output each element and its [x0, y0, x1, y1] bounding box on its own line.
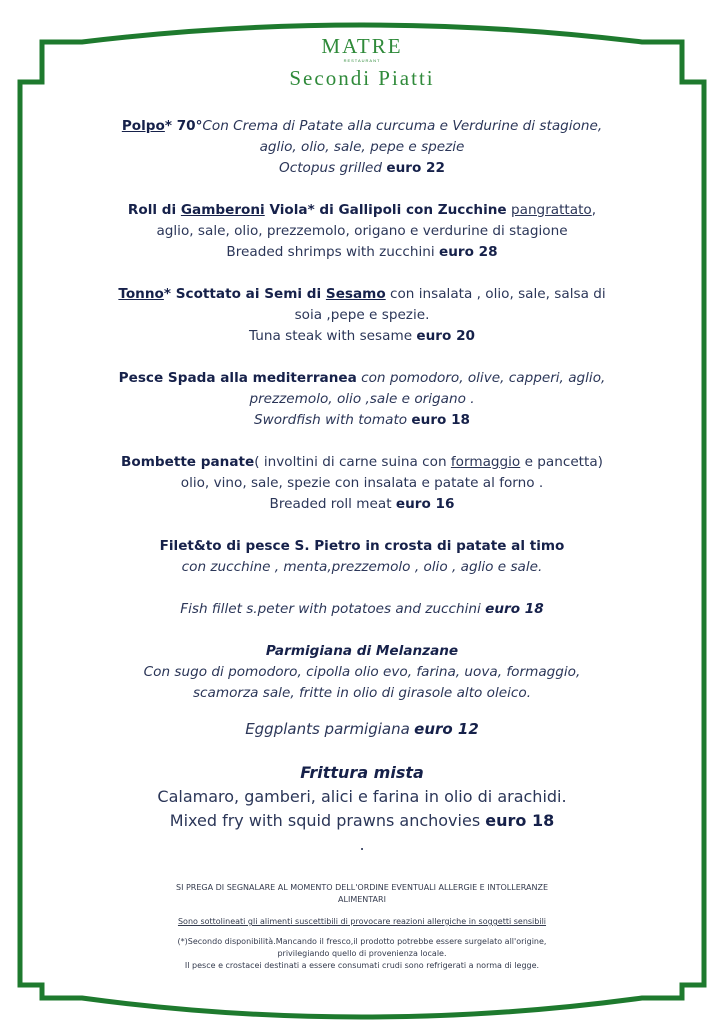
- page-title: Secondi Piatti: [289, 66, 435, 90]
- dish-english: Octopus grilled: [279, 160, 383, 176]
- dish-name: Polpo: [121, 118, 165, 134]
- dish-english: Breaded shrimps with zucchini: [226, 244, 435, 260]
- allergy-notice: SI PREGA DI SEGNALARE AL MOMENTO DELL'ORDINE EVENTUALI ALLERGIE E INTOLLERANZE ALIMENTARI: [176, 883, 548, 904]
- raw-fish-notice: Il pesce e crostacei destinati a essere consumati crudi sono refrigerati a norma di legge.: [184, 961, 540, 970]
- restaurant-logo-tagline: RESTAURANT: [343, 58, 381, 63]
- dish-pesce-spada: [110, 368, 614, 431]
- dish-name-allergen: Sesamo: [325, 286, 386, 302]
- dish-description: con zucchine , menta,prezzemolo , olio , aglio e sale.: [181, 559, 543, 575]
- dish-english: Fish fillet s.peter with potatoes and zucchini: [180, 601, 481, 617]
- dish-name: Frittura mista: [300, 763, 424, 782]
- dish-name: Roll di: [127, 202, 181, 218]
- dish-price: euro 18: [411, 412, 471, 428]
- menu-list: [110, 116, 614, 857]
- dish-english: Tuna steak with sesame: [249, 328, 413, 344]
- dish-tonno: [110, 284, 614, 347]
- frozen-notice: (*)Secondo disponibilità.Mancando il fresco,il prodotto potrebbe essere surgelato all'origine, privilegiando quello di provenienza locale.: [177, 937, 547, 958]
- dish-description: con insalata , olio, sale, salsa di soia ,pepe e spezie.: [294, 286, 606, 323]
- dish-price: euro 18: [485, 811, 555, 830]
- dish-english: Swordfish with tomato: [253, 412, 408, 428]
- dish-description: Calamaro, gamberi, alici e farina in olio di arachidi.: [157, 787, 567, 806]
- dish-name: Tonno: [118, 286, 164, 302]
- underline-notice: Sono sottolineati gli alimenti suscettibili di provocare reazioni allergiche in soggetti sensibili: [177, 917, 547, 926]
- restaurant-logo: MATRE: [321, 34, 403, 58]
- dish-price: euro 16: [395, 496, 455, 512]
- dish-price: euro 28: [438, 244, 498, 260]
- dish-english: Eggplants parmigiana: [245, 720, 410, 738]
- dish-frittura: [110, 761, 614, 857]
- dish-polpo: [110, 116, 614, 179]
- dish-name: Parmigiana di Melanzane: [265, 643, 459, 659]
- dish-description: con pomodoro, olive, capperi, aglio, prezzemolo, olio ,sale e origano .: [249, 370, 606, 407]
- dish-name-rest: * Scottato ai Semi di: [163, 286, 326, 302]
- dish-english: Breaded roll meat: [269, 496, 392, 512]
- dish-price: euro 12: [414, 720, 479, 738]
- dish-name-rest: Viola* di Gallipoli con Zucchine: [264, 202, 507, 218]
- dish-description-rest: e pancetta) olio, vino, sale, spezie con insalata e patate al forno .: [180, 454, 603, 491]
- dish-filetto: [110, 536, 614, 620]
- dish-price: euro 22: [386, 160, 445, 176]
- dish-name-allergen: Gamberoni: [180, 202, 265, 218]
- dish-bombette: [110, 452, 614, 515]
- dish-english: Mixed fry with squid prawns anchovies: [169, 811, 481, 830]
- dish-roll-gamberoni: [110, 200, 614, 263]
- dish-description: , aglio, sale, olio, prezzemolo, origano e verdurine di stagione: [156, 202, 597, 239]
- dish-allergen: formaggio: [450, 454, 521, 470]
- dish-name: Filet&to di pesce S. Pietro in crosta di patate al timo: [159, 538, 565, 554]
- dish-trailing-dot: .: [359, 835, 365, 854]
- dish-parmigiana: [110, 641, 614, 741]
- dish-price: euro 18: [485, 601, 544, 617]
- dish-description: Con sugo di pomodoro, cipolla olio evo, farina, uova, formaggio, scamorza sale, fritte in olio di girasole alto oleico.: [143, 664, 581, 701]
- dish-name: Bombette panate: [121, 454, 255, 470]
- dish-allergen: pangrattato: [510, 202, 592, 218]
- dish-price: euro 20: [416, 328, 475, 344]
- dish-description: ( involtini di carne suina con: [254, 454, 451, 470]
- dish-mark: * 70°: [164, 118, 203, 134]
- dish-name: Pesce Spada alla mediterranea: [118, 370, 357, 386]
- menu-footer: [170, 882, 554, 972]
- dish-description: Con Crema di Patate alla curcuma e Verdurine di stagione, aglio, olio, sale, pepe e spezie: [202, 118, 603, 155]
